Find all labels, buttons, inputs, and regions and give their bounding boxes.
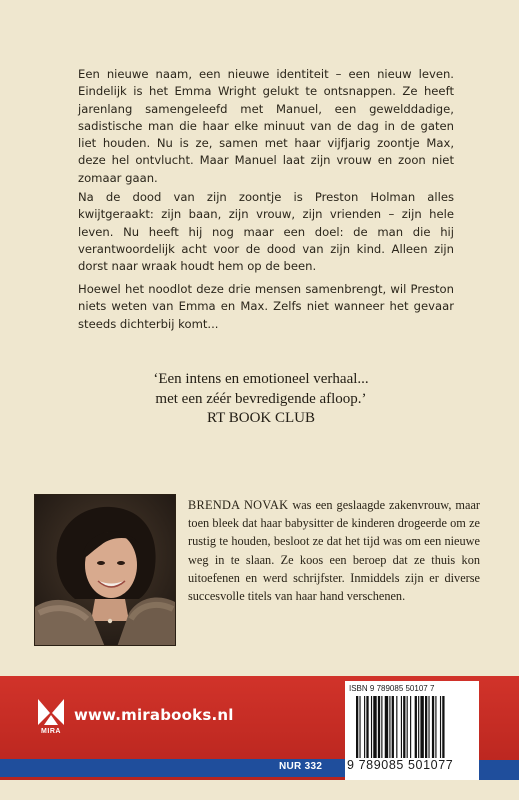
blue-strip <box>479 760 519 780</box>
barcode-icon <box>356 696 476 758</box>
quote-line-2: met een zéér bevredigende afloop.’ <box>155 390 367 407</box>
author-bio-text: was een geslaagde zakenvrouw, maar toen bleek dat haar babysitter de kinderen drogeerde om ze rustig te houden, besloot ze dat het tijd was om een nieuwe weg in te slaan. Ze koos een beroep dat ze thuis kon uitoefenen en werd schrijfster. Inmiddels zijn er diverse succesvolle titels van haar hand verschenen. <box>188 498 480 604</box>
author-photo <box>34 494 176 646</box>
author-bio <box>188 496 480 605</box>
review-quote <box>80 370 442 429</box>
blurb-paragraph-1: Een nieuwe naam, een nieuwe identiteit – een nieuw leven. Eindelijk is het Emma Wright gelukt te ontsnappen. Ze heeft jarenlang samengeleefd met Manuel, een gewelddadige, sadistische man die haar elke minuut van de dag in de gaten liet houden. Nu is ze, samen met haar vijfjarig zoontje Max, deze hel ontvlucht. Maar Manuel laat zijn vrouw en zoon niet zomaar gaan. <box>78 67 454 185</box>
mira-logo-icon <box>36 695 66 727</box>
quote-line-1: ‘Een intens en emotioneel verhaal... <box>153 371 369 387</box>
blurb-paragraph-2: Na de dood van zijn zoontje is Preston Holman alles kwijtgeraakt: zijn baan, zijn vrouw, zijn vrienden – zijn hele leven. Nu heeft hij nog maar een doel: de man die hij verantwoordelijk acht voor de dood van zijn kind. Alleen zijn dorst naar wraak houdt hem op de been. <box>78 190 454 274</box>
ean-digits: 9 789085 501077 <box>347 758 454 772</box>
author-name: BRENDA NOVAK <box>188 498 289 512</box>
publisher-website: www.mirabooks.nl <box>74 706 234 724</box>
mira-logo-text: MIRA <box>41 728 61 735</box>
blurb-paragraph-3: Hoewel het noodlot deze drie mensen samenbrengt, wil Preston niets weten van Emma en Max. Zelfs niet wanneer het gevaar steeds dichterbij komt... <box>78 282 454 331</box>
isbn-number: ISBN 9 789085 50107 7 <box>349 684 435 693</box>
nur-code: NUR 332 <box>279 761 323 772</box>
quote-source: RT BOOK CLUB <box>206 410 315 426</box>
